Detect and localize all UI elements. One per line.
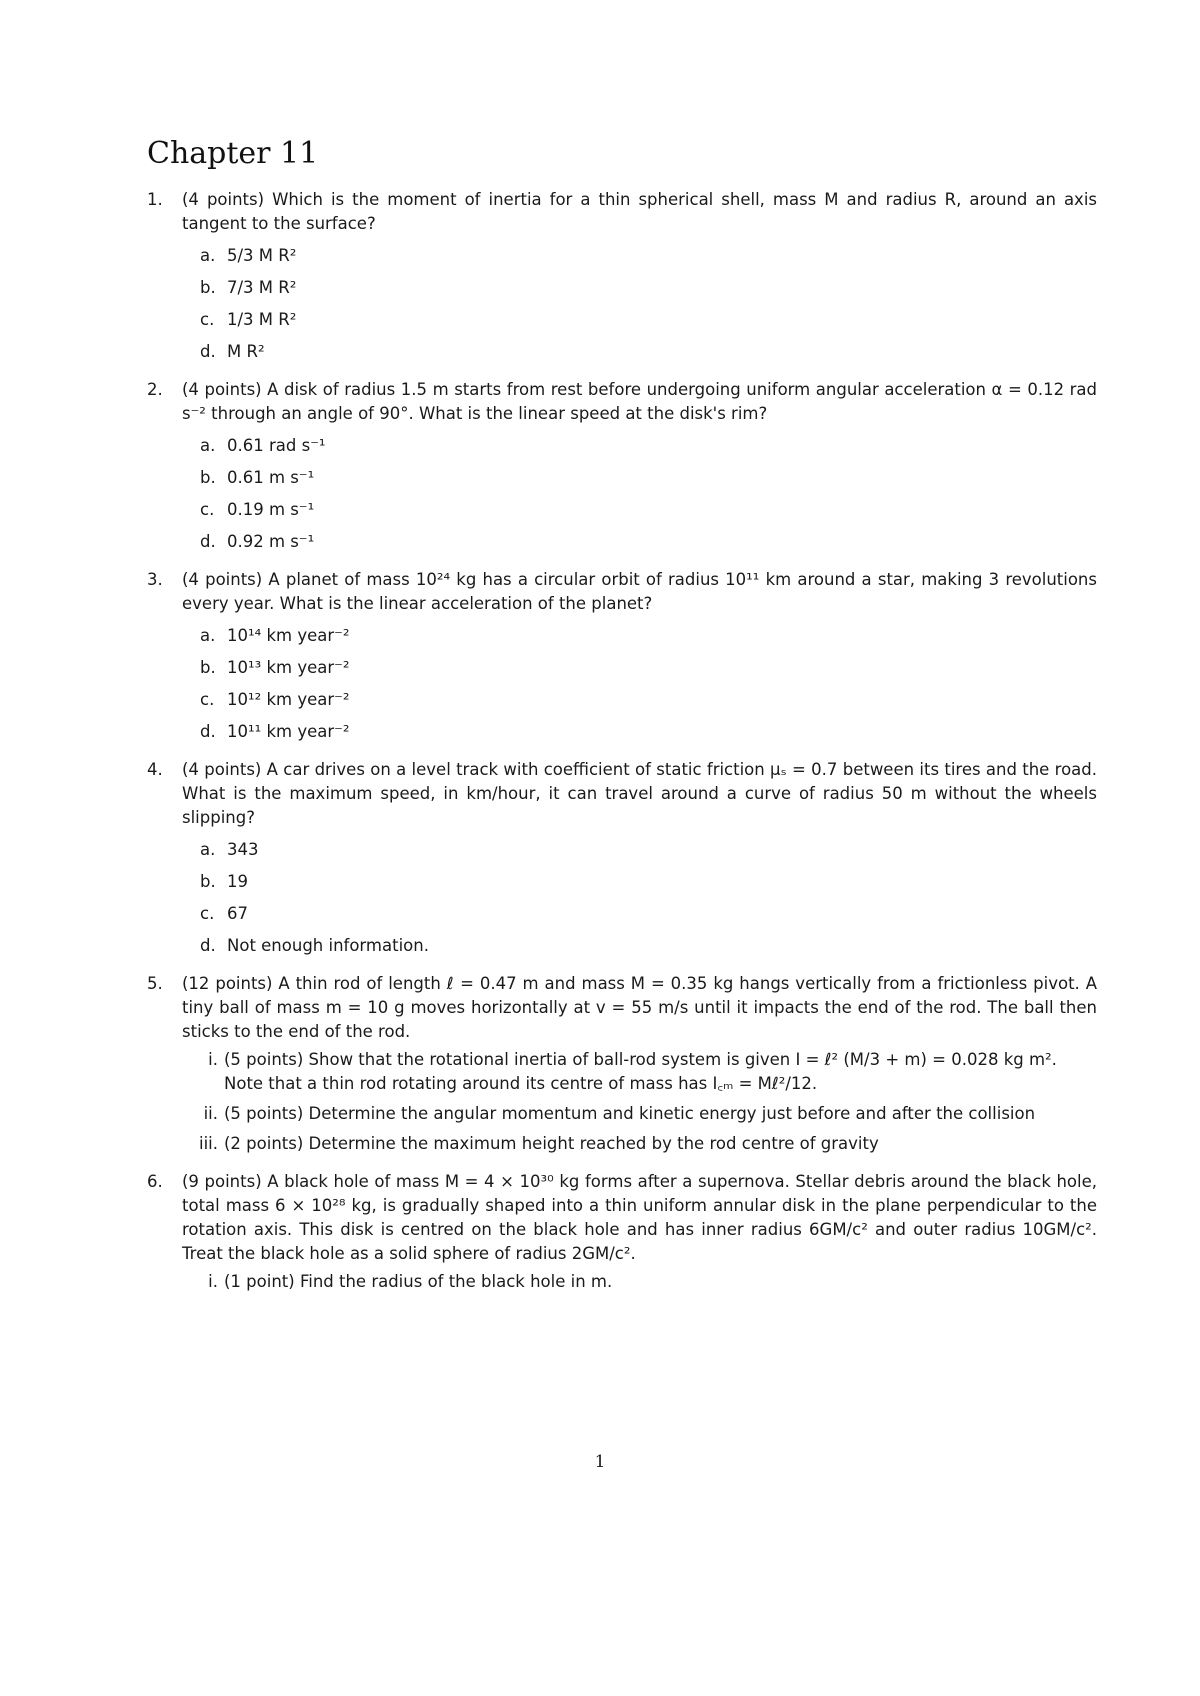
option-text: 10¹³ km year⁻² (227, 658, 350, 677)
chapter-title: Chapter 11 (147, 136, 319, 171)
answer-option (200, 276, 1097, 300)
option-text: 7/3 M R² (227, 278, 297, 297)
option-label: c. (200, 904, 215, 923)
question-1 (147, 188, 1097, 364)
option-text: 19 (227, 872, 248, 891)
answer-option (200, 530, 1097, 554)
page-number: 1 (594, 1452, 606, 1472)
answer-option (200, 870, 1097, 894)
answer-options (182, 244, 1097, 364)
subpart-label: ii. (203, 1104, 218, 1123)
option-label: d. (200, 722, 216, 741)
subpart (182, 1132, 1097, 1156)
question-text: (4 points) A disk of radius 1.5 m starts from rest before undergoing uniform angular acceleration α = 0.12 rad s⁻² through an angle of 90°. What is the linear speed at the disk's rim? (182, 380, 1097, 423)
question-text: (9 points) A black hole of mass M = 4 × 10³⁰ kg forms after a supernova. Stellar debris around the black hole, total mass 6 × 10²⁸ kg, is gradually shaped into a thin uniform annular disk in the plane perpendicular to the rotation axis. This disk is centred on the black hole and has inner radius 6GM/c² and outer radius 10GM/c². Treat the black hole as a solid sphere of radius 2GM/c². (182, 1172, 1097, 1263)
question-2 (147, 378, 1097, 554)
option-label: d. (200, 936, 216, 955)
option-label: a. (200, 626, 216, 645)
option-label: a. (200, 436, 216, 455)
question-text: (4 points) Which is the moment of inertia for a thin spherical shell, mass M and radius R, around an axis tangent to the surface? (182, 190, 1097, 233)
option-label: a. (200, 246, 216, 265)
option-label: b. (200, 468, 216, 487)
option-text: 10¹² km year⁻² (227, 690, 350, 709)
option-text: 0.61 m s⁻¹ (227, 468, 315, 487)
subpart (182, 1048, 1097, 1096)
question-number: 3. (147, 570, 163, 589)
option-label: b. (200, 658, 216, 677)
question-number: 4. (147, 760, 163, 779)
answer-option (200, 466, 1097, 490)
subparts (182, 1048, 1097, 1156)
answer-option (200, 688, 1097, 712)
option-text: 1/3 M R² (227, 310, 297, 329)
option-label: a. (200, 840, 216, 859)
option-text: 0.19 m s⁻¹ (227, 500, 315, 519)
subparts (182, 1270, 1097, 1294)
option-text: 5/3 M R² (227, 246, 297, 265)
option-label: d. (200, 342, 216, 361)
question-number: 1. (147, 190, 163, 209)
subpart-text: (2 points) Determine the maximum height reached by the rod centre of gravity (224, 1134, 879, 1153)
question-text: (12 points) A thin rod of length ℓ = 0.47 m and mass M = 0.35 kg hangs vertically from a frictionless pivot. A tiny ball of mass m = 10 g moves horizontally at v = 55 m/s until it impacts the end of the rod. The ball then sticks to the end of the rod. (182, 974, 1097, 1041)
question-number: 2. (147, 380, 163, 399)
answer-options (182, 434, 1097, 554)
subpart (182, 1102, 1097, 1126)
subpart-text: (1 point) Find the radius of the black hole in m. (224, 1272, 613, 1291)
option-label: c. (200, 500, 215, 519)
option-label: c. (200, 310, 215, 329)
answer-options (182, 624, 1097, 744)
answer-option (200, 498, 1097, 522)
option-text: Not enough information. (227, 936, 429, 955)
question-number: 5. (147, 974, 163, 993)
subpart-text: (5 points) Determine the angular momentum and kinetic energy just before and after the collision (224, 1104, 1036, 1123)
subpart-label: i. (208, 1050, 218, 1069)
subpart (182, 1270, 1097, 1294)
option-text: 0.92 m s⁻¹ (227, 532, 315, 551)
question-number: 6. (147, 1172, 163, 1191)
option-text: M R² (227, 342, 265, 361)
option-text: 0.61 rad s⁻¹ (227, 436, 326, 455)
question-text: (4 points) A car drives on a level track with coefficient of static friction μₛ = 0.7 between its tires and the road. What is the maximum speed, in km/hour, it can travel around a curve of radius 50 m without the wheels slipping? (182, 760, 1097, 827)
answer-option (200, 720, 1097, 744)
option-text: 10¹⁴ km year⁻² (227, 626, 350, 645)
answer-option (200, 340, 1097, 364)
option-label: d. (200, 532, 216, 551)
question-6 (147, 1170, 1097, 1294)
question-list (147, 188, 1097, 1308)
answer-option (200, 902, 1097, 926)
option-text: 343 (227, 840, 259, 859)
answer-option (200, 244, 1097, 268)
option-text: 67 (227, 904, 248, 923)
question-5 (147, 972, 1097, 1156)
subpart-label: i. (208, 1272, 218, 1291)
option-label: b. (200, 278, 216, 297)
subpart-label: iii. (199, 1134, 218, 1153)
question-4 (147, 758, 1097, 958)
option-label: b. (200, 872, 216, 891)
answer-option (200, 308, 1097, 332)
option-label: c. (200, 690, 215, 709)
answer-option (200, 434, 1097, 458)
option-text: 10¹¹ km year⁻² (227, 722, 350, 741)
question-3 (147, 568, 1097, 744)
answer-option (200, 934, 1097, 958)
answer-option (200, 624, 1097, 648)
question-text: (4 points) A planet of mass 10²⁴ kg has a circular orbit of radius 10¹¹ km around a star, making 3 revolutions every year. What is the linear acceleration of the planet? (182, 570, 1097, 613)
answer-option (200, 656, 1097, 680)
answer-option (200, 838, 1097, 862)
subpart-text: (5 points) Show that the rotational inertia of ball-rod system is given I = ℓ² (M/3 + m) = 0.028 kg m². Note that a thin rod rotating around its centre of mass has I꜀ₘ = Mℓ²/12. (224, 1050, 1057, 1093)
answer-options (182, 838, 1097, 958)
